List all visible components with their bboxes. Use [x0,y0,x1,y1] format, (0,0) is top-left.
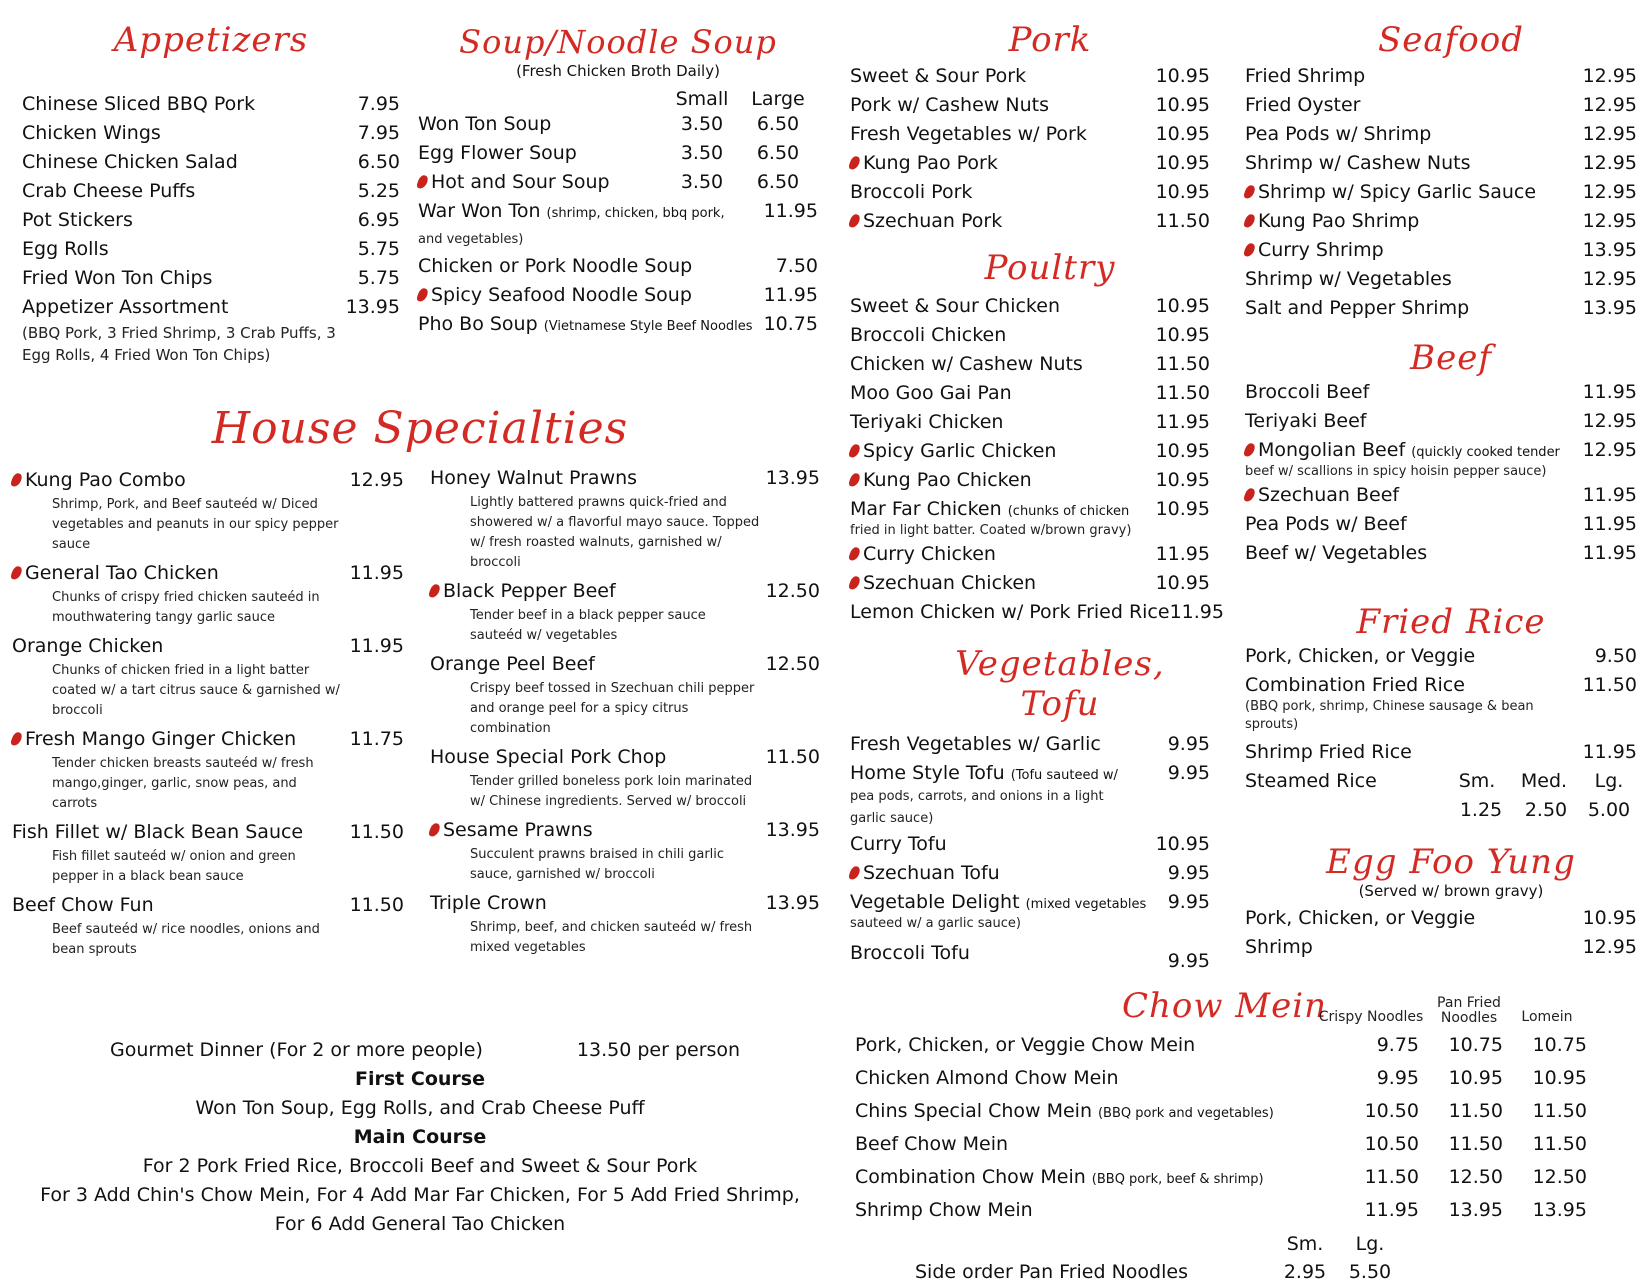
menu-item [1245,539,1637,568]
item-name: Salt and Pepper Shrimp [1245,297,1470,319]
item-name: Chinese Chicken Salad [22,151,238,173]
item-price: 13.95 [345,296,400,318]
menu-item [850,178,1210,207]
chili-pepper-icon [848,443,861,459]
item-name: Egg Flower Soup [418,142,577,164]
item-price: 12.95 [1582,152,1637,174]
price-small: 3.50 [680,171,724,193]
specialty-item [12,725,404,814]
price-p: 10.95 [1448,1067,1503,1089]
chili-pepper-icon [848,575,861,591]
menu-item: Shrimp Fried Rice 11.95 [1245,741,1637,763]
item-price: 11.75 [349,728,404,750]
item-name: Black Pepper Beef [443,580,616,602]
item-name: General Tao Chicken [25,562,219,584]
item-name: Chinese Sliced BBQ Pork [22,93,256,115]
item-description: Chunks of chicken fried in a light batter coated w/ a tart citrus sauce & garnished w/ broccoli [52,663,340,718]
item-description: Succulent prawns braised in chili garlic sauce, garnished w/ broccoli [470,847,725,882]
item-name: Egg Rolls [22,238,109,260]
specialty-item [430,650,820,739]
chili-pepper-icon [848,472,861,488]
menu-item: Mar Far Chicken (chunks of chicken 10.95 [850,498,1210,520]
price-small: 3.50 [680,113,724,135]
chili-pepper-icon [428,822,441,838]
price-p: 10.75 [1448,1034,1503,1056]
poultry-title: Poultry [984,248,1116,288]
item-description: Fish fillet sauteéd w/ onion and green pepper in a black bean sauce [52,849,296,884]
menu-item [418,168,818,197]
item-name: Broccoli Chicken [850,324,1007,346]
chili-pepper-icon [848,865,861,881]
menu-item [850,350,1210,379]
item-price: 12.95 [1582,410,1637,432]
col-small: Small [675,88,729,110]
chili-pepper-icon [848,546,861,562]
price-c: 11.95 [1364,1199,1419,1221]
item-name: Curry Chicken [863,543,996,565]
item-name: Fried Won Ton Chips [22,267,213,289]
menu-item [850,62,1210,91]
specialty-item [12,559,404,628]
item-name: Teriyaki Chicken [850,411,1004,433]
price-c: 10.50 [1364,1133,1419,1155]
item-price: 12.95 [1582,268,1637,290]
item-name: Chicken w/ Cashew Nuts [850,353,1083,375]
specialty-item [430,889,820,958]
item-price: 10.95 [1155,94,1210,116]
item-name: Spicy Seafood Noodle Soup [431,284,692,306]
item-name: Broccoli Beef [1245,381,1370,403]
item-name: Shrimp w/ Spicy Garlic Sauce [1258,181,1537,203]
item-name: Chicken Wings [22,122,161,144]
assortment-note: (BBQ Pork, 3 Fried Shrimp, 3 Crab Puffs, 3 Egg Rolls, 4 Fried Won Ton Chips) [22,324,336,364]
menu-item [1245,642,1637,671]
beef-title: Beef [1410,338,1492,378]
menu-item [850,321,1210,350]
item-name: Kung Pao Pork [863,152,998,174]
item-price: 10.95 [1155,295,1210,317]
chow-mein-item: Combination Chow Mein (BBQ pork, beef & shrimp) 11.50 12.50 12.50 [855,1162,1637,1195]
chili-pepper-icon [1243,213,1256,229]
item-price: 11.95 [1155,411,1210,433]
item-name: House Special Pork Chop [430,746,667,768]
menu-item [1245,510,1637,539]
item-name: Combination Fried Rice [1245,674,1465,696]
item-price: 10.95 [1155,152,1210,174]
item-price: 11.50 [1155,353,1210,375]
chow-mein-item: Chicken Almond Chow Mein 9.95 10.95 10.95 [855,1063,1637,1096]
item-name: Shrimp [1245,936,1313,958]
item-name: Fish Fillet w/ Black Bean Sauce [12,821,304,843]
soup-section: Soup/Noodle Soup (Fresh Chicken Broth Daily) Small Large Won Ton Soup 3.50 6.50 Egg Flower Soup 3.50 6.50 Hot and Sour Soup 3.50 6.50 War Won Ton (shrimp, chicken, bbq pork, 11.95 and vegetables) Chicken or Pork Noodle Soup 7.50 Spicy Seafood Noodle Soup 11.95 Pho Bo Soup (Vietnamese Style Beef Noodles 10.75 [418,22,818,341]
menu-item [22,90,400,119]
item-name: Fresh Vegetables w/ Pork [850,123,1087,145]
vegetables-section: Vegetables, Tofu Fresh Vegetables w/ Garlic 9.95 Home Style Tofu (Tofu sauteed w/ 9.95 pea pods, carrots, and onions in a light garlic sauce) Curry Tofu 10.95 Szechuan Tofu 9.95 Vegetable Delight (mixed vegetables 9.95 sauteed w/ a garlic sauce) Broccoli Tofu 9.95 [850,644,1210,972]
item-price: 11.50 [1155,210,1210,232]
price-c: 10.50 [1364,1100,1419,1122]
item-name: Beef Chow Fun [12,894,154,916]
item-name: Pea Pods w/ Shrimp [1245,123,1432,145]
item-price: 12.95 [1582,94,1637,116]
price-large: 6.50 [756,171,800,193]
item-price: 11.95 [1582,381,1637,403]
gourmet-section: Gourmet Dinner (For 2 or more people) 13.50 per person First Course Won Ton Soup, Egg Rolls, and Crab Cheese Puff Main Course For 2 Pork Fried Rice, Broccoli Beef and Sweet & Sour Pork For 3 Add Chin's Chow Mein, For 4 Add Mar Far Chicken, For 5 Add Fried Shrimp, For 6 Add General Tao Chicken [20,1036,820,1239]
item-price: 10.95 [1155,324,1210,346]
menu-item: Pho Bo Soup (Vietnamese Style Beef Noodles 10.75 [418,313,818,335]
item-price: 12.95 [1582,210,1637,232]
item-name: Hot and Sour Soup [431,171,610,193]
chili-pepper-icon [1243,184,1256,200]
main-course: Main Course [353,1126,487,1148]
menu-item [22,119,400,148]
fried-rice-section: Fried Rice Pork, Chicken, or Veggie 9.50 Combination Fried Rice 11.50 (BBQ pork, shrimp, Chinese sausage & bean sprouts) Shrimp Fried Rice 11.95 Steamed Rice Sm. Med. Lg. 1.25 2.50 5.00 [1245,602,1637,821]
item-description: Shrimp, beef, and chicken sauteéd w/ fresh mixed vegetables [470,920,753,955]
specialty-item [12,891,404,960]
item-description: Chunks of crispy fried chicken sauteéd in mouthwatering tangy garlic sauce [52,590,320,625]
item-description: Tender chicken breasts sauteéd w/ fresh mango,ginger, garlic, snow peas, and carrots [52,756,314,811]
item-name: Sesame Prawns [443,819,593,841]
item-price: 13.95 [765,892,820,914]
item-name: Szechuan Chicken [863,572,1037,594]
item-name: Teriyaki Beef [1245,410,1367,432]
beef-section: Beef Broccoli Beef 11.95 Teriyaki Beef 12.95 Mongolian Beef (quickly cooked tender 12.95 beef w/ scallions in spicy hoisin pepper sauce) Szechuan Beef 11.95 Pea Pods w/ Beef 11.95 Beef w/ Vegetables 11.95 [1245,338,1637,568]
appetizers-title: Appetizers [113,20,309,60]
item-name: Pork w/ Cashew Nuts [850,94,1049,116]
chow-mein-item: Beef Chow Mein 10.50 11.50 11.50 [855,1129,1637,1162]
price-p: 11.50 [1448,1100,1503,1122]
chili-pepper-icon [416,174,429,190]
item-price: 12.95 [1582,123,1637,145]
chili-pepper-icon [1243,242,1256,258]
item-description: Tender grilled boneless pork loin marinated w/ Chinese ingredients. Served w/ broccoli [470,774,753,809]
menu-item [850,437,1210,466]
item-description: Tender beef in a black pepper sauce sauteéd w/ vegetables [470,608,706,643]
menu-item [1245,91,1637,120]
item-price: 12.95 [1582,181,1637,203]
item-price: 6.95 [357,209,400,231]
item-price: 13.95 [1582,239,1637,261]
menu-item [1245,904,1637,933]
item-name: Won Ton Soup [418,113,552,135]
menu-item [850,292,1210,321]
menu-item [1245,149,1637,178]
menu-item [1245,62,1637,91]
price-small: 3.50 [680,142,724,164]
chili-pepper-icon [1243,487,1256,503]
item-price: 11.95 [1582,513,1637,535]
item-name: Chicken or Pork Noodle Soup [418,255,693,277]
price-p: 12.50 [1448,1166,1503,1188]
menu-item [418,139,818,168]
item-price: 11.95 [1155,543,1210,565]
menu-item [850,379,1210,408]
egg-foo-yung-section: Egg Foo Yung (Served w/ brown gravy) Pork, Chicken, or Veggie 10.95 Shrimp 12.95 [1245,842,1637,962]
chili-pepper-icon [1243,442,1256,458]
item-name: Lemon Chicken w/ Pork Fried Rice [850,601,1170,623]
price-c: 9.95 [1376,1067,1419,1089]
menu-item [1245,120,1637,149]
seafood-title: Seafood [1378,20,1524,60]
menu-item [850,466,1210,495]
item-price: 11.95 [349,562,404,584]
item-description: Crispy beef tossed in Szechuan chili pepper and orange peel for a spicy citrus combination [470,681,755,736]
menu-item [418,252,818,281]
item-name: Fresh Mango Ginger Chicken [25,728,297,750]
item-price: 5.75 [357,238,400,260]
menu-item [22,177,400,206]
price-large: 6.50 [756,142,800,164]
item-name: Kung Pao Chicken [863,469,1032,491]
item-price: 12.50 [765,653,820,675]
item-name: Kung Pao Combo [25,469,186,491]
item-price: 10.95 [1155,123,1210,145]
egg-foo-yung-title: Egg Foo Yung [1326,842,1576,882]
fried-rice-title: Fried Rice [1356,602,1546,642]
item-name: Orange Chicken [12,635,164,657]
item-price: 12.50 [765,580,820,602]
item-description: Lightly battered prawns quick-fried and showered w/ a flavorful mayo sauce. Topped w/ fresh roasted walnuts, garnished w/ broccoli [470,495,760,570]
item-name: Shrimp w/ Vegetables [1245,268,1452,290]
item-price: 11.95 [1582,542,1637,564]
menu-item: Szechuan Tofu 9.95 [850,859,1210,888]
menu-item [1245,294,1637,323]
price-l: 11.50 [1532,1133,1587,1155]
item-price: 7.50 [775,255,818,277]
menu-item [850,569,1210,598]
menu-item [850,91,1210,120]
item-name: Beef w/ Vegetables [1245,542,1428,564]
item-name: Broccoli Pork [850,181,973,203]
menu-item: War Won Ton (shrimp, chicken, bbq pork, 11.95 [418,200,818,222]
menu-item [418,281,818,310]
menu-item [850,149,1210,178]
pork-section [850,20,1210,236]
price-large: 6.50 [756,113,800,135]
item-name: Pork, Chicken, or Veggie [1245,645,1476,667]
specialty-item [430,464,820,573]
item-price: 11.50 [765,746,820,768]
soup-subtitle: (Fresh Chicken Broth Daily) [516,62,720,80]
menu-item: Broccoli Tofu 9.95 [850,942,1210,972]
menu-item [850,540,1210,569]
menu-item [1245,207,1637,236]
menu-item: Mongolian Beef (quickly cooked tender 12.95 [1245,436,1637,467]
menu-item [22,206,400,235]
item-name: Moo Goo Gai Pan [850,382,1012,404]
item-price: 11.50 [1582,674,1637,696]
menu-item [850,207,1210,236]
item-name: Szechuan Pork [863,210,1003,232]
menu-item: Home Style Tofu (Tofu sauteed w/ 9.95 [850,762,1210,784]
item-name: Crab Cheese Puffs [22,180,196,202]
pork-title: Pork [1008,20,1092,60]
specialty-item [430,577,820,646]
item-name: Pot Stickers [22,209,133,231]
menu-item [1245,378,1637,407]
item-name: Appetizer Assortment [22,296,229,318]
item-price: 11.50 [349,894,404,916]
item-price: 12.95 [1582,936,1637,958]
menu-item [22,235,400,264]
item-price: 13.95 [765,819,820,841]
item-name: Shrimp w/ Cashew Nuts [1245,152,1471,174]
col-large: Large [751,88,805,110]
price-p: 13.95 [1448,1199,1503,1221]
price-l: 12.50 [1532,1166,1587,1188]
chili-pepper-icon [10,472,23,488]
menu-item [850,408,1210,437]
gourmet-title: Gourmet Dinner (For 2 or more people) [110,1039,483,1061]
soup-title: Soup/Noodle Soup [459,23,777,61]
item-price: 7.95 [357,122,400,144]
item-name: Honey Walnut Prawns [430,467,638,489]
specialty-item [12,818,404,887]
menu-item [1245,407,1637,436]
item-price: 13.95 [765,467,820,489]
house-right-column [430,464,820,962]
poultry-section: Poultry Sweet & Sour Chicken 10.95 Broccoli Chicken 10.95 Chicken w/ Cashew Nuts 11.50 Moo Goo Gai Pan 11.50 Teriyaki Chicken 11.95 Spicy Garlic Chicken 10.95 Kung Pao Chicken 10.95 Mar Far Chicken (chunks of chicken 10.95 fried in light batter. Coated w/brown gravy) Curry Chicken 11.95 Szechuan Chicken 10.95 Lemon Chicken w/ Pork Fried Rice 11.95 [850,248,1210,627]
price-l: 10.75 [1532,1034,1587,1056]
item-price: 12.95 [349,469,404,491]
price-l: 13.95 [1532,1199,1587,1221]
item-price: 5.25 [357,180,400,202]
item-name: Orange Peel Beef [430,653,595,675]
menu-item [22,148,400,177]
item-name: Triple Crown [430,892,547,914]
specialty-item [430,743,820,812]
menu-item [1245,178,1637,207]
chili-pepper-icon [428,583,441,599]
menu-item [1245,481,1637,510]
menu-item [1245,671,1637,700]
item-price: 11.95 [1582,484,1637,506]
item-price: 11.50 [349,821,404,843]
price-c: 11.50 [1364,1166,1419,1188]
specialty-item [12,466,404,555]
item-name: Sweet & Sour Chicken [850,295,1060,317]
item-name: Szechuan Beef [1258,484,1400,506]
chili-pepper-icon [848,213,861,229]
item-price: 9.50 [1594,645,1637,667]
price-p: 11.50 [1448,1133,1503,1155]
item-name: Fried Shrimp [1245,65,1366,87]
menu-item: Fresh Vegetables w/ Garlic 9.95 [850,733,1210,755]
item-price: 11.50 [1155,382,1210,404]
item-price: 7.95 [357,93,400,115]
chili-pepper-icon [416,287,429,303]
house-title: House Specialties [211,403,629,454]
seafood-section [1245,20,1637,323]
item-name: Sweet & Sour Pork [850,65,1027,87]
item-price: 11.95 [349,635,404,657]
chili-pepper-icon [10,565,23,581]
item-price: 11.95 [1169,601,1224,623]
item-name: Pork, Chicken, or Veggie [1245,907,1476,929]
item-name: Fried Oyster [1245,94,1361,116]
specialty-item [12,632,404,721]
item-price: 10.95 [1155,181,1210,203]
chow-mein-item: Shrimp Chow Mein 11.95 13.95 13.95 [855,1195,1637,1228]
menu-item [1245,265,1637,294]
menu-item [418,110,818,139]
vegetables-title: Vegetables, Tofu [955,644,1165,724]
side-order-name: Side order Pan Fried Noodles [915,1261,1188,1283]
item-name: Spicy Garlic Chicken [863,440,1057,462]
chow-mein-item: Chins Special Chow Mein (BBQ pork and vegetables) 10.50 11.50 11.50 [855,1096,1637,1129]
item-price: 11.95 [763,284,818,306]
price-c: 9.75 [1376,1034,1419,1056]
menu-item: Curry Tofu 10.95 [850,833,1210,855]
house-left-column [12,466,404,964]
specialty-item [430,816,820,885]
item-description: Shrimp, Pork, and Beef sauteéd w/ Diced vegetables and peanuts in our spicy pepper sauce [52,497,339,552]
steamed-rice: Steamed Rice Sm. Med. Lg. [1245,770,1624,792]
item-price: 12.95 [1582,65,1637,87]
menu-item [850,120,1210,149]
item-price: 10.95 [1155,572,1210,594]
menu-item: Vegetable Delight (mixed vegetables 9.95 [850,891,1210,913]
menu-item [22,293,400,322]
item-price: 5.75 [357,267,400,289]
item-price: 10.95 [1155,469,1210,491]
price-l: 11.50 [1532,1100,1587,1122]
menu-item [1245,236,1637,265]
item-name: Pea Pods w/ Beef [1245,513,1407,535]
gourmet-price: 13.50 per person [576,1039,741,1061]
appetizers-section [22,20,400,366]
price-l: 10.95 [1532,1067,1587,1089]
menu-item [1245,933,1637,962]
item-price: 10.95 [1582,907,1637,929]
chow-mein-title: Chow Mein [1122,986,1327,1026]
item-price: 10.95 [1155,65,1210,87]
item-name: Curry Shrimp [1258,239,1384,261]
menu-item [22,264,400,293]
first-course: First Course [355,1068,485,1090]
item-price: 10.95 [1155,440,1210,462]
item-price: 6.50 [357,151,400,173]
item-price: 13.95 [1582,297,1637,319]
chili-pepper-icon [10,731,23,747]
chow-mein-section: Chow Mein Crispy Noodles Pan Fried Noodles Lomein Pork, Chicken, or Veggie Chow Mein 9.75 10.75 10.75 Chicken Almond Chow Mein 9.95 10.95 10.95 Chins Special Chow Mein (BBQ pork and vegetables) 10.50 11.50 11.50 Beef Chow Mein 10.50 11.50 11.50 Combination Chow Mein (BBQ pork, beef & shrimp) 11.50 12.50 12.50 Shrimp Chow Mein 11.95 13.95 13.95 Side order Pan Fried Noodles Sm. 2.95 Lg. 5.50 [855,986,1637,1286]
item-description: Beef sauteéd w/ rice noodles, onions and bean sprouts [52,922,320,957]
item-name: Kung Pao Shrimp [1258,210,1420,232]
chow-mein-item: Pork, Chicken, or Veggie Chow Mein 9.75 10.75 10.75 [855,1030,1637,1063]
chili-pepper-icon [848,155,861,171]
menu-item [850,598,1224,627]
